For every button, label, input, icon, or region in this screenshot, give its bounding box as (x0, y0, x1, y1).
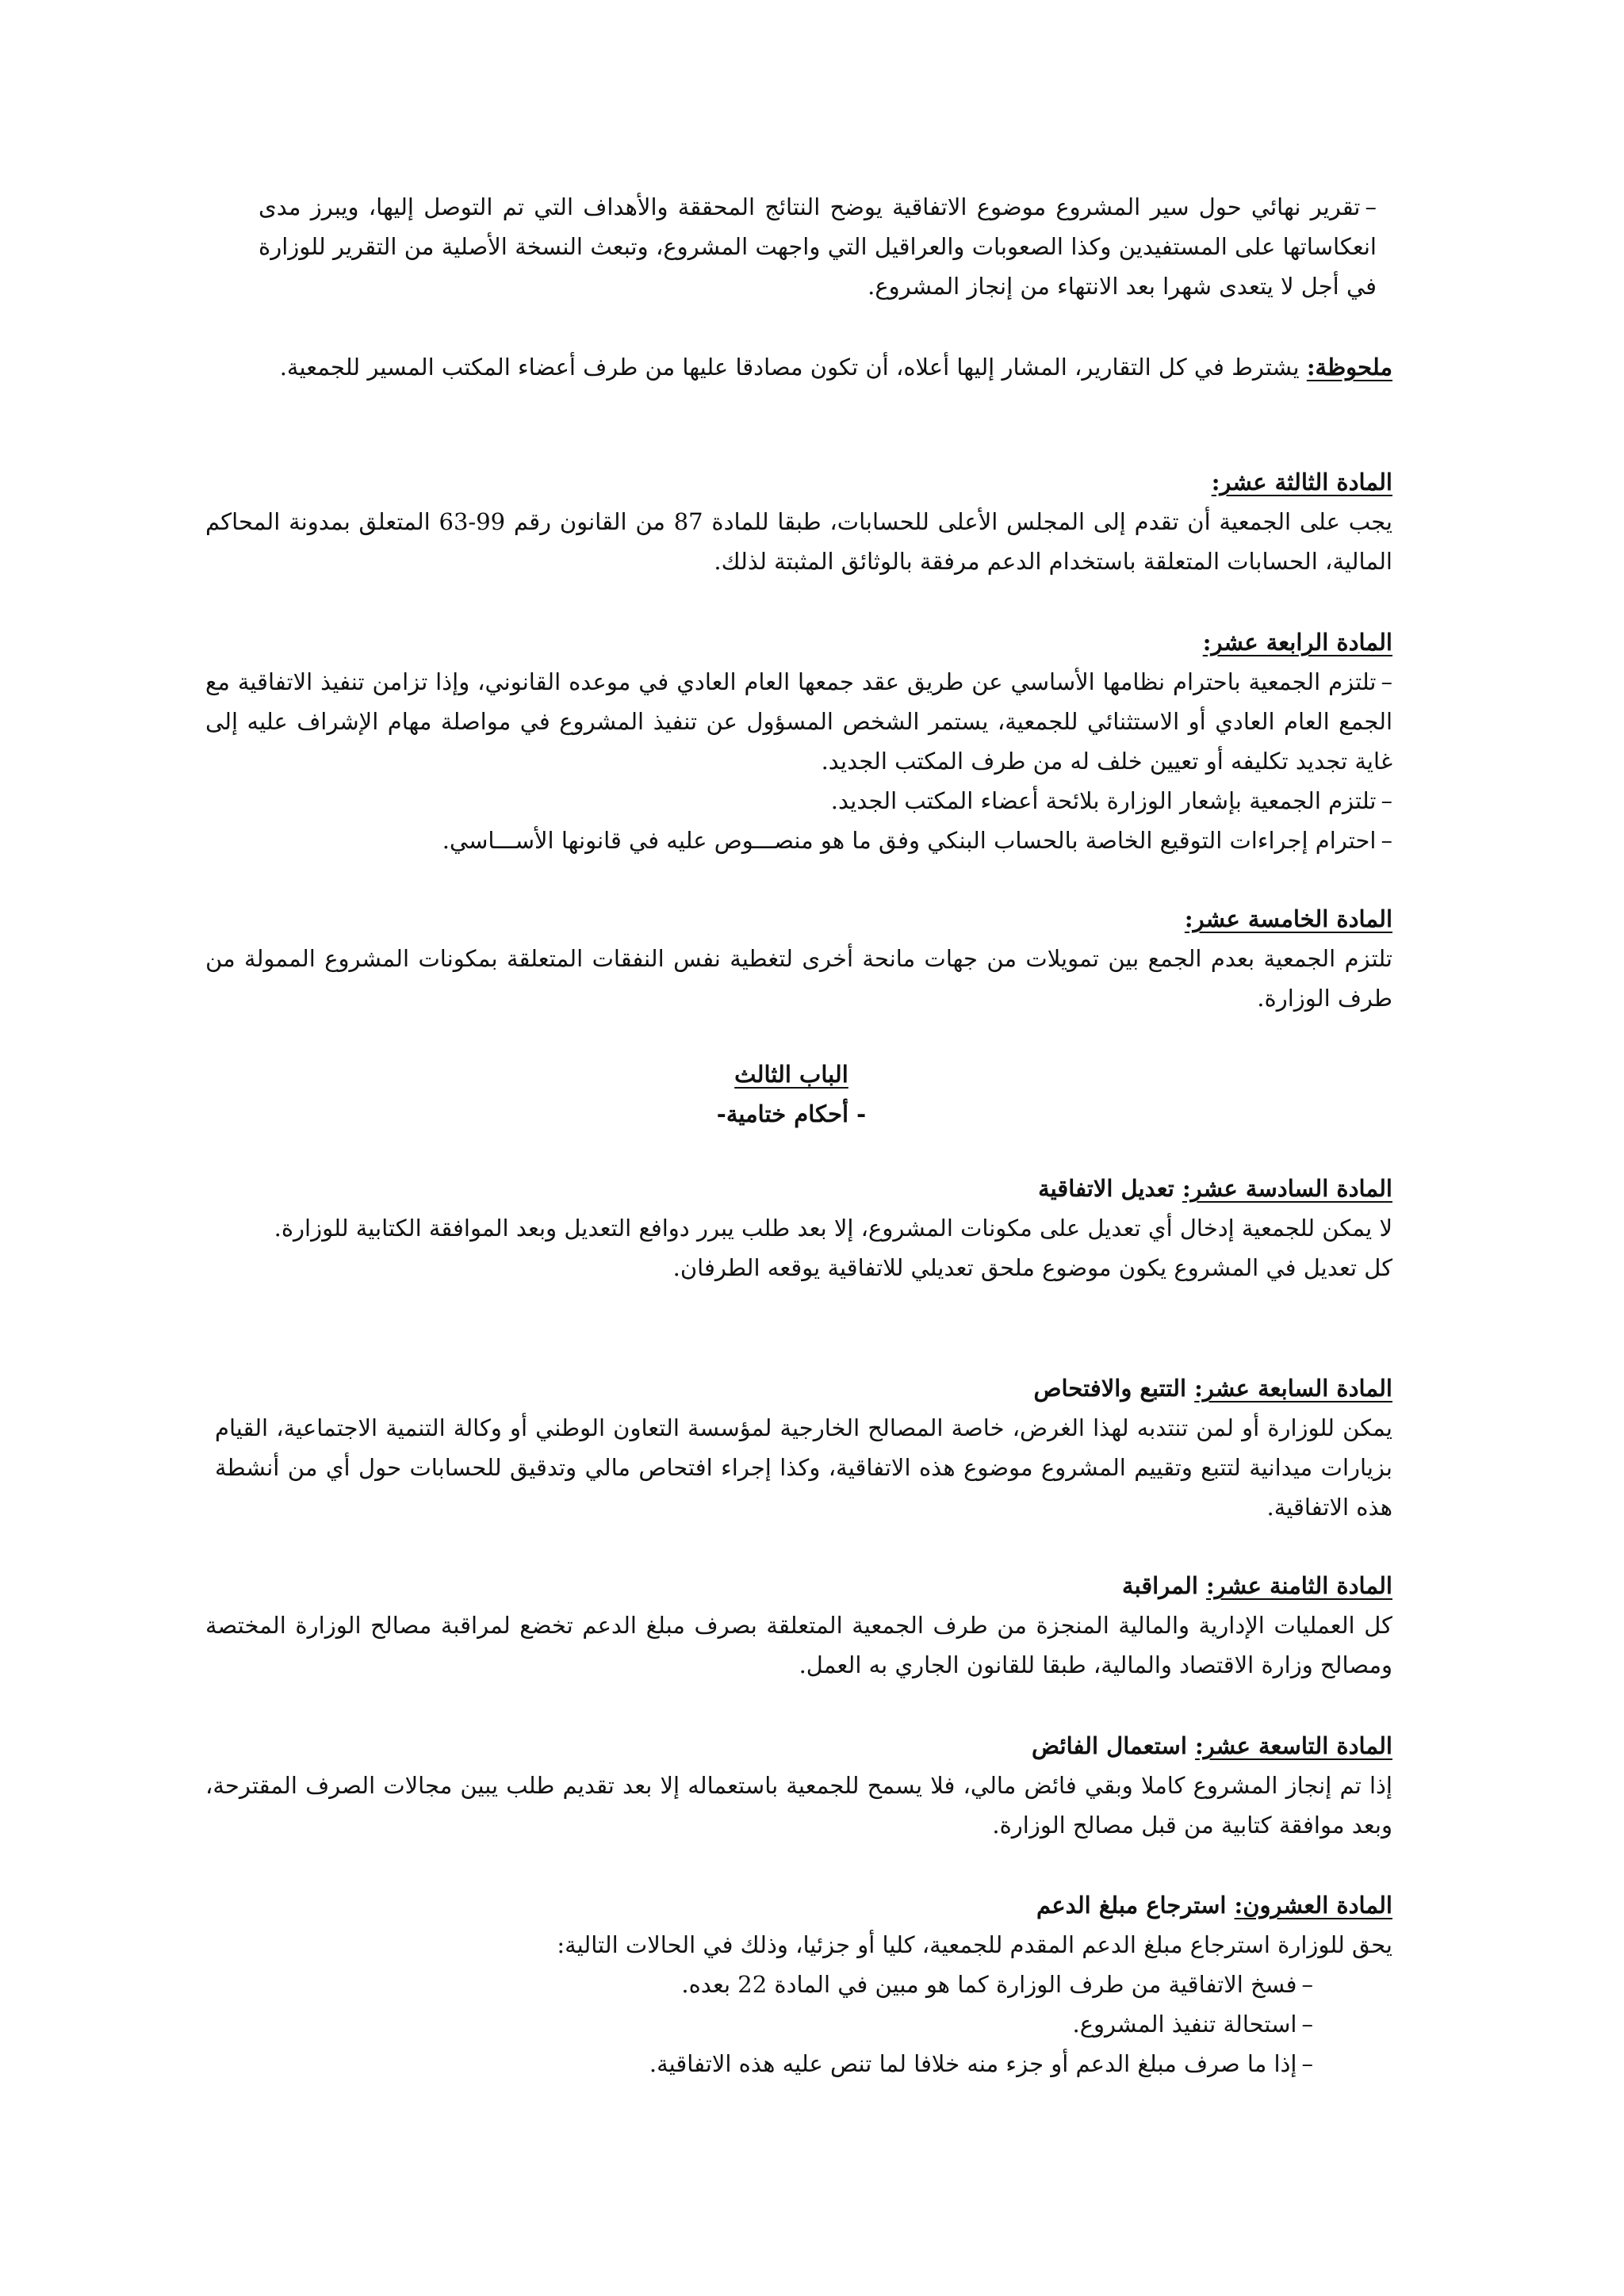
article-18-heading-title: المراقبة (1122, 1572, 1206, 1599)
final-report-text: تقرير نهائي حول سير المشروع موضوع الاتفاقية يوضح النتائج المحققة والأهداف التي تم التوصل إليها، ويبرز مدى انعكاساتها على المستفيدين وكذا الصعوبات والعراقيل التي واجهت المشروع، وتبعث النسخة الأصلية من التقرير للوزارة في أجل لا يتعدى شهرا بعد الانتهاء من إنجاز المشروع. (259, 193, 1377, 300)
article-14-item: –تلتزم الجمعية باحترام نظامها الأساسي عن طريق عقد جمعها العام العادي في موعده القانوني، وإذا تزامن تنفيذ الاتفاقية مع الجمع العام العادي أو الاستثنائي للجمعية، يستمر الشخص المسؤول عن تنفيذ المشروع في مواصلة مهام الإشراف عليه إلى غاية تجديد تكليفه أو تعيين خلف له من طرف المكتب الجديد. (205, 668, 1392, 775)
article-15-text: تلتزم الجمعية بعدم الجمع بين تمويلات من جهات مانحة أخرى لتغطية نفس النفقات المتعلقة بمكونات المشروع الممولة من طرف الوزارة. (205, 945, 1392, 1012)
article-17 (215, 1368, 1392, 1527)
article-19-heading (205, 1726, 1392, 1766)
article-20-item: –فسخ الاتفاقية من طرف الوزارة كما هو مبين في المادة 22 بعده. (681, 1971, 1313, 1998)
article-16-text-2: كل تعديل في المشروع يكون موضوع ملحق تعديلي للاتفاقية يوقعه الطرفان. (672, 1254, 1392, 1281)
article-20-heading-label: المادة العشرون: (1234, 1892, 1392, 1919)
article-20-item: –إذا ما صرف مبلغ الدعم أو جزء منه خلافا لما تنص عليه هذه الاتفاقية. (649, 2050, 1313, 2077)
article-20-heading (205, 1885, 1392, 1925)
article-19-heading-label: المادة التاسعة عشر: (1195, 1732, 1392, 1759)
article-17-heading (215, 1368, 1392, 1408)
article-16-heading-title: تعديل الاتفاقية (1038, 1175, 1182, 1202)
article-16-heading-label: المادة السادسة عشر: (1182, 1175, 1392, 1202)
article-17-text: يمكن للوزارة أو لمن تنتدبه لهذا الغرض، خاصة المصالح الخارجية لمؤسسة التعاون الوطني أو وكالة التنمية الاجتماعية، القيام بزيارات ميدانية لتتبع وتقييم المشروع موضوع هذه الاتفاقية، وكذا إجراء افتحاص مالي وتدقيق للحسابات حول أي من أنشطة هذه الاتفاقية. (215, 1414, 1392, 1521)
note-text: يشترط في كل التقارير، المشار إليها أعلاه، أن تكون مصادقا عليها من طرف أعضاء المكتب المسير للجمعية. (279, 354, 1307, 381)
article-17-heading-title: التتبع والافتحاص (1033, 1375, 1195, 1402)
article-19 (205, 1726, 1392, 1845)
article-19-heading-title: استعمال الفائض (1032, 1732, 1195, 1759)
article-14 (205, 622, 1392, 860)
note-label: ملحوظة: (1306, 354, 1392, 381)
article-14-item: –تلتزم الجمعية بإشعار الوزارة بلائحة أعضاء المكتب الجديد. (830, 787, 1392, 814)
chapter-3-title-block (514, 1054, 1069, 1134)
article-19-text: إذا تم إنجاز المشروع كاملا وبقي فائض مالي، فلا يسمح للجمعية باستعماله إلا بعد تقديم طلب يبين مجالات الصرف المقترحة، وبعد موافقة كتابية من قبل مصالح الوزارة. (205, 1772, 1392, 1839)
article-15-heading: المادة الخامسة عشر: (1184, 905, 1392, 932)
article-18-heading-label: المادة الثامنة عشر: (1206, 1572, 1392, 1599)
article-20-intro: يحق للوزارة استرجاع مبلغ الدعم المقدم للجمعية، كليا أو جزئيا، وذلك في الحالات التالية: (557, 1931, 1392, 1958)
article-13-text: يجب على الجمعية أن تقدم إلى المجلس الأعلى للحسابات، طبقا للمادة 87 من القانون رقم 99-63 المتعلق بمدونة المحاكم المالية، الحسابات المتعلقة باستخدام الدعم مرفقة بالوثائق المثبتة لذلك. (205, 508, 1392, 575)
article-18-text: كل العمليات الإدارية والمالية المنجزة من طرف الجمعية المتعلقة بصرف مبلغ الدعم تخضع لمراقبة مصالح الوزارة المختصة ومصالح وزارة الاقتصاد والمالية، طبقا للقانون الجاري به العمل. (205, 1612, 1392, 1678)
article-20-item: –استحالة تنفيذ المشروع. (1072, 2011, 1313, 2038)
article-15 (205, 899, 1392, 1018)
article-16-heading (227, 1169, 1392, 1208)
article-18-heading (205, 1566, 1392, 1605)
article-20-heading-title: استرجاع مبلغ الدعم (1036, 1892, 1235, 1919)
chapter-3-title: الباب الثالث (734, 1061, 848, 1088)
article-20 (205, 1885, 1392, 2084)
article-16-text-1: لا يمكن للجمعية إدخال أي تعديل على مكونات المشروع، إلا بعد طلب يبرر دوافع التعديل وبعد الموافقة الكتابية للوزارة. (274, 1215, 1392, 1242)
article-17-heading-label: المادة السابعة عشر: (1194, 1375, 1392, 1402)
article-13 (205, 462, 1392, 581)
chapter-3-subtitle: - أحكام ختامية- (716, 1100, 867, 1127)
article-18 (205, 1566, 1392, 1685)
article-16 (227, 1169, 1392, 1288)
note-paragraph (278, 347, 1392, 387)
article-13-heading: المادة الثالثة عشر: (1211, 469, 1392, 496)
final-report-bullet: –تقرير نهائي حول سير المشروع موضوع الاتفاقية يوضح النتائج المحققة والأهداف التي تم التوصل إليها، ويبرز مدى انعكاساتها على المستفيدين وكذا الصعوبات والعراقيل التي واجهت المشروع، وتبعث النسخة الأصلية من التقرير للوزارة في أجل لا يتعدى شهرا بعد الانتهاء من إنجاز المشروع. (259, 193, 1377, 300)
article-14-heading: المادة الرابعة عشر: (1202, 629, 1392, 656)
article-14-item: –احترام إجراءات التوقيع الخاصة بالحساب البنكي وفق ما هو منصـــوص عليه في قانونها الأســـاسي. (442, 827, 1392, 854)
